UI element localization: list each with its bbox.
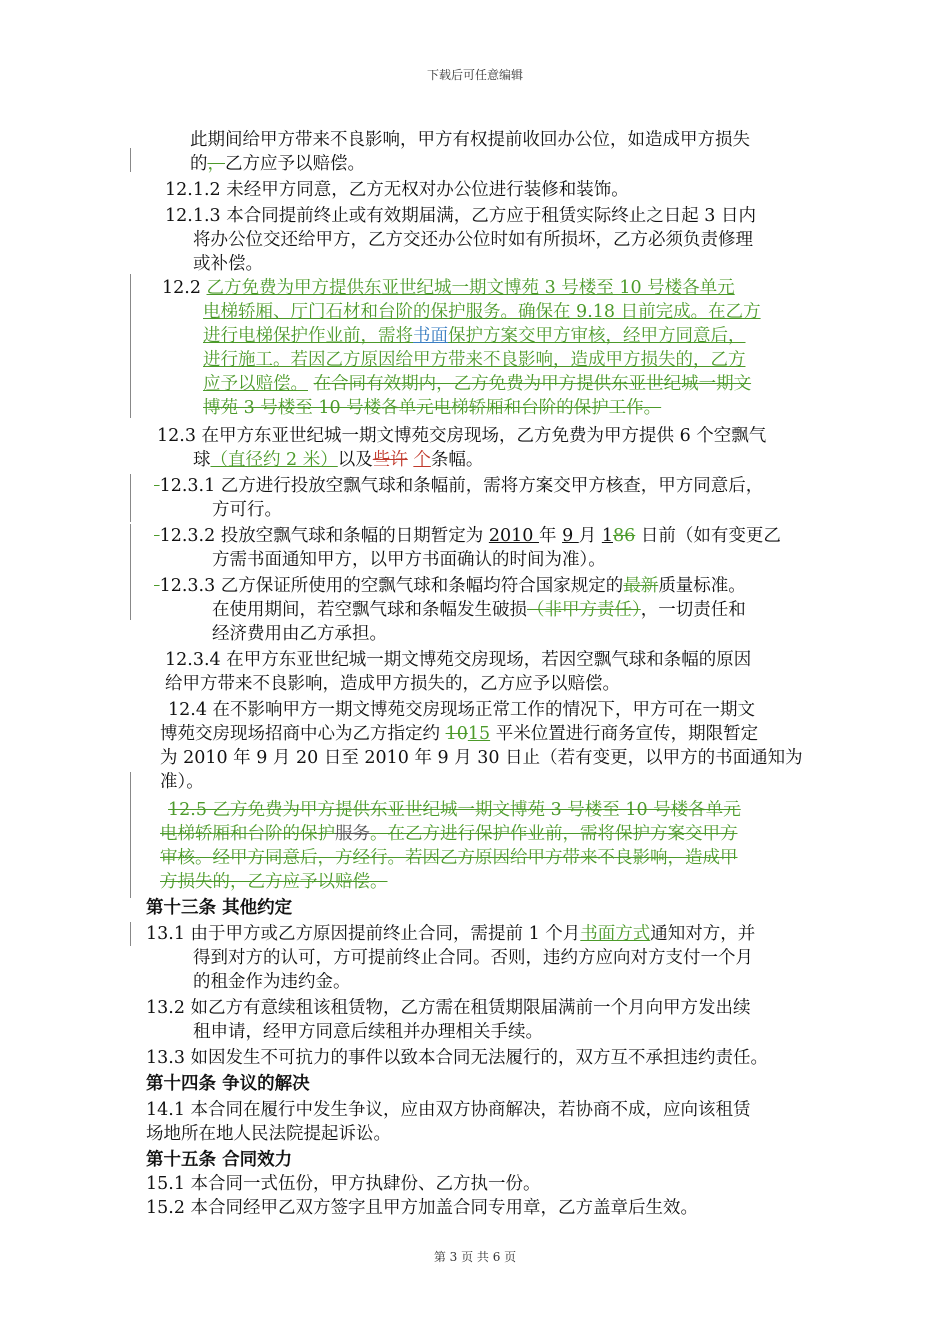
clause-12-1-2: 12.1.2 未经甲方同意，乙方无权对办公位进行装修和装饰。	[165, 180, 629, 200]
deleted-text: 审核。经甲方同意后，方经行。若因乙方原因给甲方带来不良影响，造成甲	[160, 848, 738, 868]
text-run: 博苑交房现场招商中心为乙方指定约	[160, 724, 446, 744]
change-bar	[130, 474, 131, 522]
clause-15-2: 15.2 本合同经甲乙双方签字且甲方加盖合同专用章，乙方盖章后生效。	[146, 1198, 699, 1218]
text-line: 场地所在地人民法院提起诉讼。	[146, 1124, 391, 1144]
clause-13-1	[146, 922, 755, 946]
deleted-text: 方损失的，乙方应予以赔偿。	[160, 872, 388, 892]
change-bar	[130, 148, 131, 172]
clause-12-4: 12.4 在不影响甲方一期文博苑交房现场正常工作的情况下，甲方可在一期文	[168, 700, 756, 720]
deleted-text: 10	[445, 724, 468, 744]
text-line: 方需书面通知甲方，以甲方书面确认的时间为准）。	[212, 550, 606, 570]
change-bar	[130, 524, 131, 572]
clause-12-2	[162, 276, 735, 300]
inserted-text: 进行施工。若因乙方原因给甲方带来不良影响，造成甲方损失的，乙方	[203, 350, 746, 370]
deleted-text: 在合同有效期内，乙方免费为甲方提供东亚世纪城一期文	[313, 374, 752, 394]
text-line	[160, 722, 758, 746]
deleted-clause-12-5: 12.5 乙方免费为甲方提供东亚世纪城一期文博苑 3 号楼至 10 号楼各单元	[168, 800, 741, 820]
text-run: 年	[538, 526, 563, 546]
deleted-text: 86	[612, 526, 636, 546]
text-run: 平米位置进行商务宣传，期限暂定	[490, 724, 759, 744]
text-line: 此期间给甲方带来不良影响，甲方有权提前收回办公位，如造成甲方损失	[190, 130, 750, 150]
text-line	[160, 822, 738, 846]
text-run: 球	[193, 450, 211, 470]
section-heading-14: 第十四条 争议的解决	[146, 1074, 310, 1094]
deleted-text: 服务	[335, 824, 370, 844]
deleted-text: 电梯轿厢和台阶的保护	[160, 824, 335, 844]
change-bar	[130, 572, 131, 620]
text-line: 为 2010 年 9 月 20 日至 2010 年 9 月 30 日止（若有变更，以甲方的书面通知为	[160, 748, 803, 768]
text-run: 在使用期间，若空飘气球和条幅发生破损	[212, 600, 527, 620]
text-line: 的租金作为违约金。	[193, 972, 351, 992]
text-run: 12.2	[162, 278, 207, 298]
text-line	[203, 324, 746, 348]
inserted-text: （直径约 2 米）	[210, 450, 338, 470]
text-line: 准）。	[160, 772, 204, 792]
text-run: 月	[578, 526, 602, 546]
deleted-text: 博苑 3 号楼至 10 号楼各单元电梯轿厢和台阶的保护工作。	[203, 398, 662, 418]
text-run: 13.1 由于甲方或乙方原因提前终止合同，需提前 1 个月	[146, 924, 581, 944]
text-line	[212, 598, 746, 622]
text-run: 日前（如有变更乙	[635, 526, 781, 546]
text-line: 方可行。	[212, 500, 282, 520]
inserted-text: 进行电梯保护作业前，需将	[203, 326, 413, 346]
deleted-text: ，	[207, 154, 225, 174]
inserted-text: 乙方免费为甲方提供东亚世纪城一期文博苑 3 号楼至 10 号楼各单元	[206, 278, 735, 298]
text-line	[190, 152, 365, 176]
text-line: 将办公位交还给甲方，乙方交还办公位时如有所损坏，乙方必须负责修理	[193, 230, 753, 250]
clause-13-3: 13.3 如因发生不可抗力的事件以致本合同无法履行的，双方互不承担违约责任。	[146, 1048, 769, 1068]
inserted-text: 电梯轿厢、厅门石材和台阶的保护服务。确保在 9.18 日前完成。在乙方	[203, 302, 761, 322]
inserted-text: 应予以赔偿。	[203, 374, 308, 394]
text-run: 12.3.3 乙方保证所使用的空飘气球和条幅均符合国家规定的	[159, 576, 624, 596]
clause-12-3: 12.3 在甲方东亚世纪城一期文博苑交房现场，乙方免费为甲方提供 6 个空飘气	[157, 426, 767, 446]
text-run: 12.3.2 投放空飘气球和条幅的日期暂定为	[159, 526, 489, 546]
page-footer: 第 3 页 共 6 页	[433, 1250, 517, 1264]
text-run: 1	[601, 526, 613, 546]
change-bar	[130, 274, 131, 418]
clause-12-3-3	[154, 574, 746, 598]
deleted-text: 。在乙方进行保护作业前，需将保护方案交甲方	[370, 824, 738, 844]
clause-12-3-1	[154, 474, 763, 498]
clause-13-2: 13.2 如乙方有意续租该租赁物，乙方需在租赁期限届满前一个月向甲方发出续	[146, 998, 751, 1018]
change-bar	[130, 772, 131, 898]
clause-12-3-2	[154, 524, 781, 548]
clause-12-1-3: 12.1.3 本合同提前终止或有效期届满，乙方应于租赁实际终止之日起 3 日内	[165, 206, 756, 226]
inserted-text: 书面方式	[580, 924, 651, 944]
inserted-text: 15	[467, 724, 491, 744]
section-heading-15: 第十五条 合同效力	[146, 1150, 293, 1170]
deleted-text: （非甲方责任）	[527, 600, 641, 620]
clause-14-1: 14.1 本合同在履行中发生争议，应由双方协商解决，若协商不成，应向该租赁	[146, 1100, 751, 1120]
deleted-text: 些许	[372, 450, 408, 470]
section-heading-13: 第十三条 其他约定	[146, 898, 293, 918]
text-run: ，一切责任和	[640, 600, 746, 620]
page-header: 下载后可任意编辑	[426, 68, 523, 82]
text-run: 乙方应予以赔偿。	[225, 154, 365, 174]
text-line: 或补偿。	[193, 254, 263, 274]
text-run: 9	[562, 526, 579, 546]
text-line: 经济费用由乙方承担。	[212, 624, 387, 644]
text-run: 以及	[337, 450, 373, 470]
text-line: 租申请，经甲方同意后续租并办理相关手续。	[193, 1022, 543, 1042]
change-bar	[130, 922, 131, 946]
inserted-text: 个	[413, 450, 431, 470]
text-run: 2010	[488, 526, 539, 546]
inserted-text: 书面	[413, 326, 448, 346]
text-run: 通知对方，并	[650, 924, 756, 944]
inserted-text: 保护方案交甲方审核，经甲方同意后，	[448, 326, 746, 346]
text-run: 质量标准。	[658, 576, 746, 596]
text-line	[193, 448, 483, 472]
text-line: 得到对方的认可，方可提前终止合同。否则，违约方应向对方支付一个月	[193, 948, 753, 968]
clause-12-3-4: 12.3.4 在甲方东亚世纪城一期文博苑交房现场，若因空飘气球和条幅的原因	[165, 650, 752, 670]
deleted-text: 最新	[623, 576, 659, 596]
clause-15-1: 15.1 本合同一式伍份，甲方执肆份、乙方执一份。	[146, 1174, 541, 1194]
text-line: 给甲方带来不良影响，造成甲方损失的，乙方应予以赔偿。	[165, 674, 620, 694]
text-line	[203, 372, 751, 396]
text-run: 条幅。	[430, 450, 484, 470]
text-run: 12.3.1 乙方进行投放空飘气球和条幅前，需将方案交甲方核查，甲方同意后，	[159, 476, 764, 496]
text-run: 的	[190, 154, 208, 174]
